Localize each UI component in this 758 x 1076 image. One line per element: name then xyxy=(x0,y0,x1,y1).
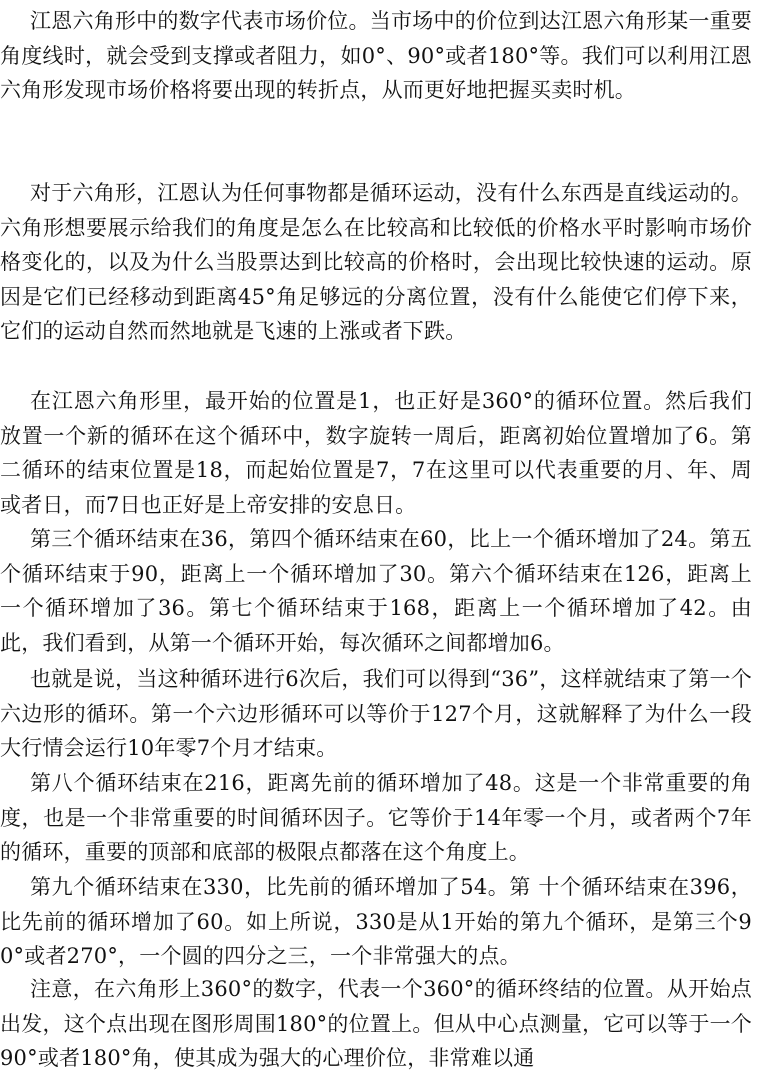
paragraph-hexagon-cycle-motion: 对于六角形，江恩认为任何事物都是循环运动，没有什么东西是直线运动的。六角形想要展示给我们的角度是怎么在比较高和比较低的价格水平时影响市场价格变化的，以及为什么当股票达到比较高的价格时，会出现比较快速的运动。原因是它们已经移动到距离45°角足够远的分离位置，没有什么能使它们停下来，它们的运动自然而然地就是飞速的上涨或者下跌。 xyxy=(0,181,752,343)
paragraph-starting-position: 在江恩六角形里，最开始的位置是1，也正好是360°的循环位置。然后我们放置一个新的循环在这个循环中，数字旋转一周后，距离初始位置增加了6。第二循环的结束位置是18，而起始位置是7，7在这里可以代表重要的月、年、周或者日，而7日也正好是上帝安排的安息日。 xyxy=(0,389,752,517)
paragraph-ninth-tenth-cycle: 第九个循环结束在330，比先前的循环增加了54。第 十个循环结束在396，比先前的循环增加了60。如上所说，330是从1开始的第九个循环，是第三个90°或者270°，一个圆的四分之三，一个非常强大的点。 xyxy=(0,875,752,968)
paragraph-eighth-cycle: 第八个循环结束在216，距离先前的循环增加了48。这是一个非常重要的角度，也是一个非常重要的时间循环因子。它等价于14年零一个月，或者两个7年的循环，重要的顶部和底部的极限点都落在这个角度上。 xyxy=(0,771,752,864)
paragraph-360-degree-note: 注意，在六角形上360°的数字，代表一个360°的循环终结的位置。从开始点出发，这个点出现在图形周围180°的位置上。但从中心点测量，它可以等于一个90°或者180°角，使其成为强大的心理价位，非常难以通 xyxy=(0,977,752,1070)
paragraph-first-hexagon-cycle: 也就是说，当这种循环进行6次后，我们可以得到“36”，这样就结束了第一个六边形的循环。第一个六边形循环可以等价于127个月，这就解释了为什么一段大行情会运行10年零7个月才结束。 xyxy=(0,667,752,760)
paragraph-cycle-increments: 第三个循环结束在36，第四个循环结束在60，比上一个循环增加了24。第五个循环结束于90，距离上一个循环增加了30。第六个循环结束在126，距离上一个循环增加了36。第七个循环结束于168，距离上一个循环增加了42。由此，我们看到，从第一个循环开始，每次循环之间都增加6。 xyxy=(0,527,752,655)
paragraph-gann-hexagon-intro: 江恩六角形中的数字代表市场价位。当市场中的价位到达江恩六角形某一重要角度线时，就会受到支撑或者阻力，如0°、90°或者180°等。我们可以利用江恩六角形发现市场价格将要出现的转折点，从而更好地把握买卖时机。 xyxy=(0,9,752,102)
